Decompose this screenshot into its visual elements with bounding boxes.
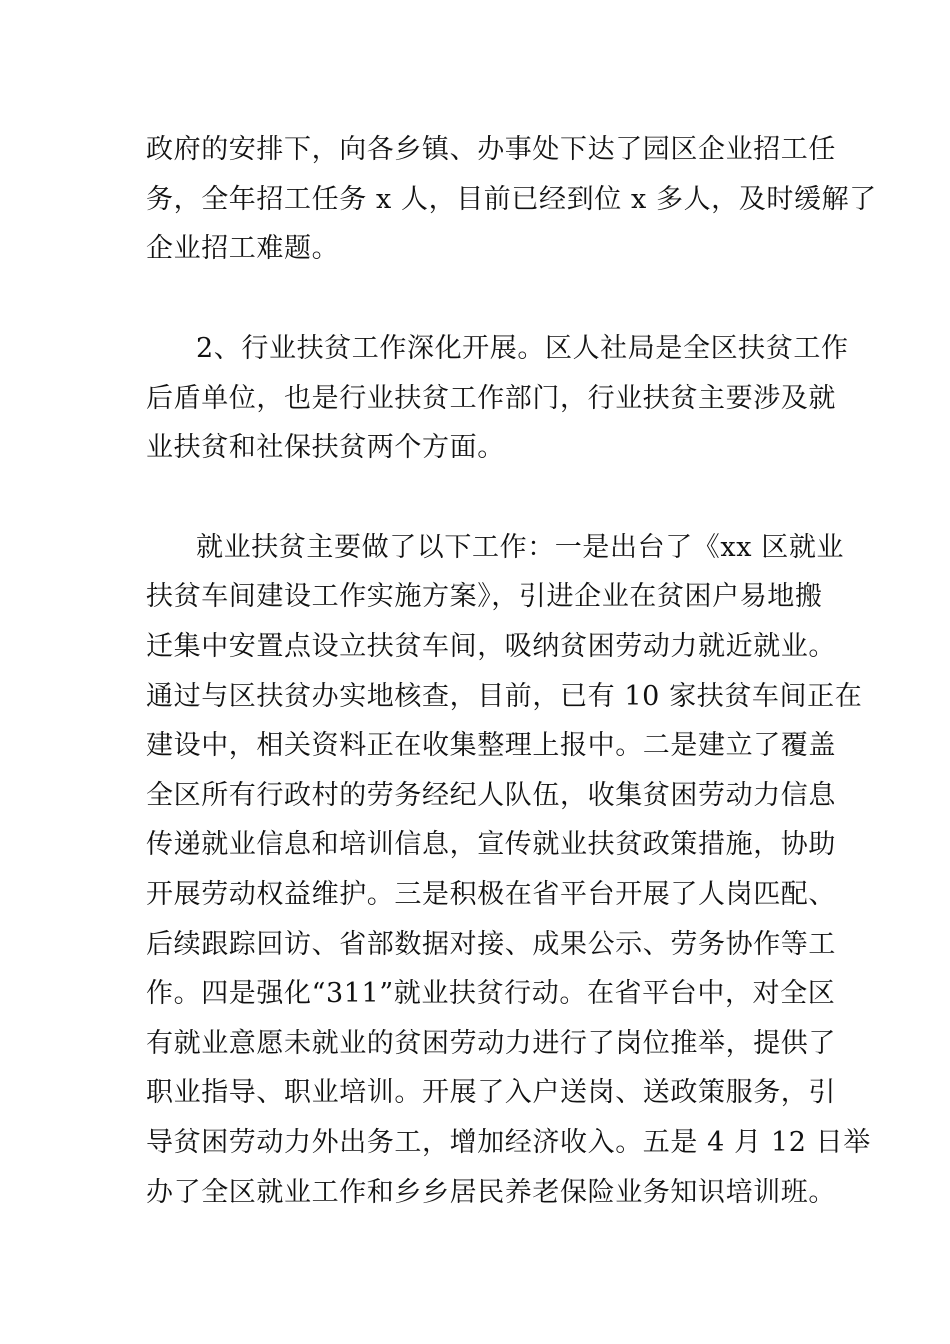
paragraph-3-line-12: 职业指导、职业培训。开展了入户送岗、送政策服务，引: [146, 1077, 836, 1108]
paragraph-3-line-4: 通过与区扶贫办实地核查，目前，已有 10 家扶贫车间正在: [146, 681, 863, 712]
paragraph-2-line-1: 2、行业扶贫工作深化开展。区人社局是全区扶贫工作: [196, 333, 849, 364]
paragraph-3-line-2: 扶贫车间建设工作实施方案》，引进企业在贫困户易地搬: [146, 581, 823, 612]
paragraph-1-line-1: 政府的安排下，向各乡镇、办事处下达了园区企业招工任: [146, 134, 836, 165]
paragraph-3-line-3: 迁集中安置点设立扶贫车间，吸纳贫困劳动力就近就业。: [146, 631, 836, 662]
paragraph-3-line-14: 办了全区就业工作和乡乡居民养老保险业务知识培训班。: [146, 1177, 836, 1208]
paragraph-1-line-2: 务，全年招工任务 x 人，目前已经到位 x 多人，及时缓解了: [146, 184, 877, 215]
paragraph-3-line-5: 建设中，相关资料正在收集整理上报中。二是建立了覆盖: [146, 730, 836, 761]
paragraph-3-line-7: 传递就业信息和培训信息，宣传就业扶贫政策措施，协助: [146, 829, 836, 860]
paragraph-3-line-1: 就业扶贫主要做了以下工作：一是出台了《xx 区就业: [196, 532, 845, 563]
paragraph-3-line-9: 后续跟踪回访、省部数据对接、成果公示、劳务协作等工: [146, 929, 836, 960]
paragraph-3-line-10: 作。四是强化“311”就业扶贫行动。在省平台中，对全区: [146, 978, 836, 1009]
paragraph-3-line-8: 开展劳动权益维护。三是积极在省平台开展了人岗匹配、: [146, 879, 836, 910]
paragraph-2-line-2: 后盾单位，也是行业扶贫工作部门，行业扶贫主要涉及就: [146, 383, 836, 414]
paragraph-3-line-11: 有就业意愿未就业的贫困劳动力进行了岗位推举，提供了: [146, 1028, 836, 1059]
paragraph-3-line-6: 全区所有行政村的劳务经纪人队伍，收集贫困劳动力信息: [146, 780, 836, 811]
paragraph-1-line-3: 企业招工难题。: [146, 233, 340, 264]
paragraph-3-line-13: 导贫困劳动力外出务工，增加经济收入。五是 4 月 12 日举: [146, 1127, 871, 1158]
paragraph-2-line-3: 业扶贫和社保扶贫两个方面。: [146, 432, 505, 463]
